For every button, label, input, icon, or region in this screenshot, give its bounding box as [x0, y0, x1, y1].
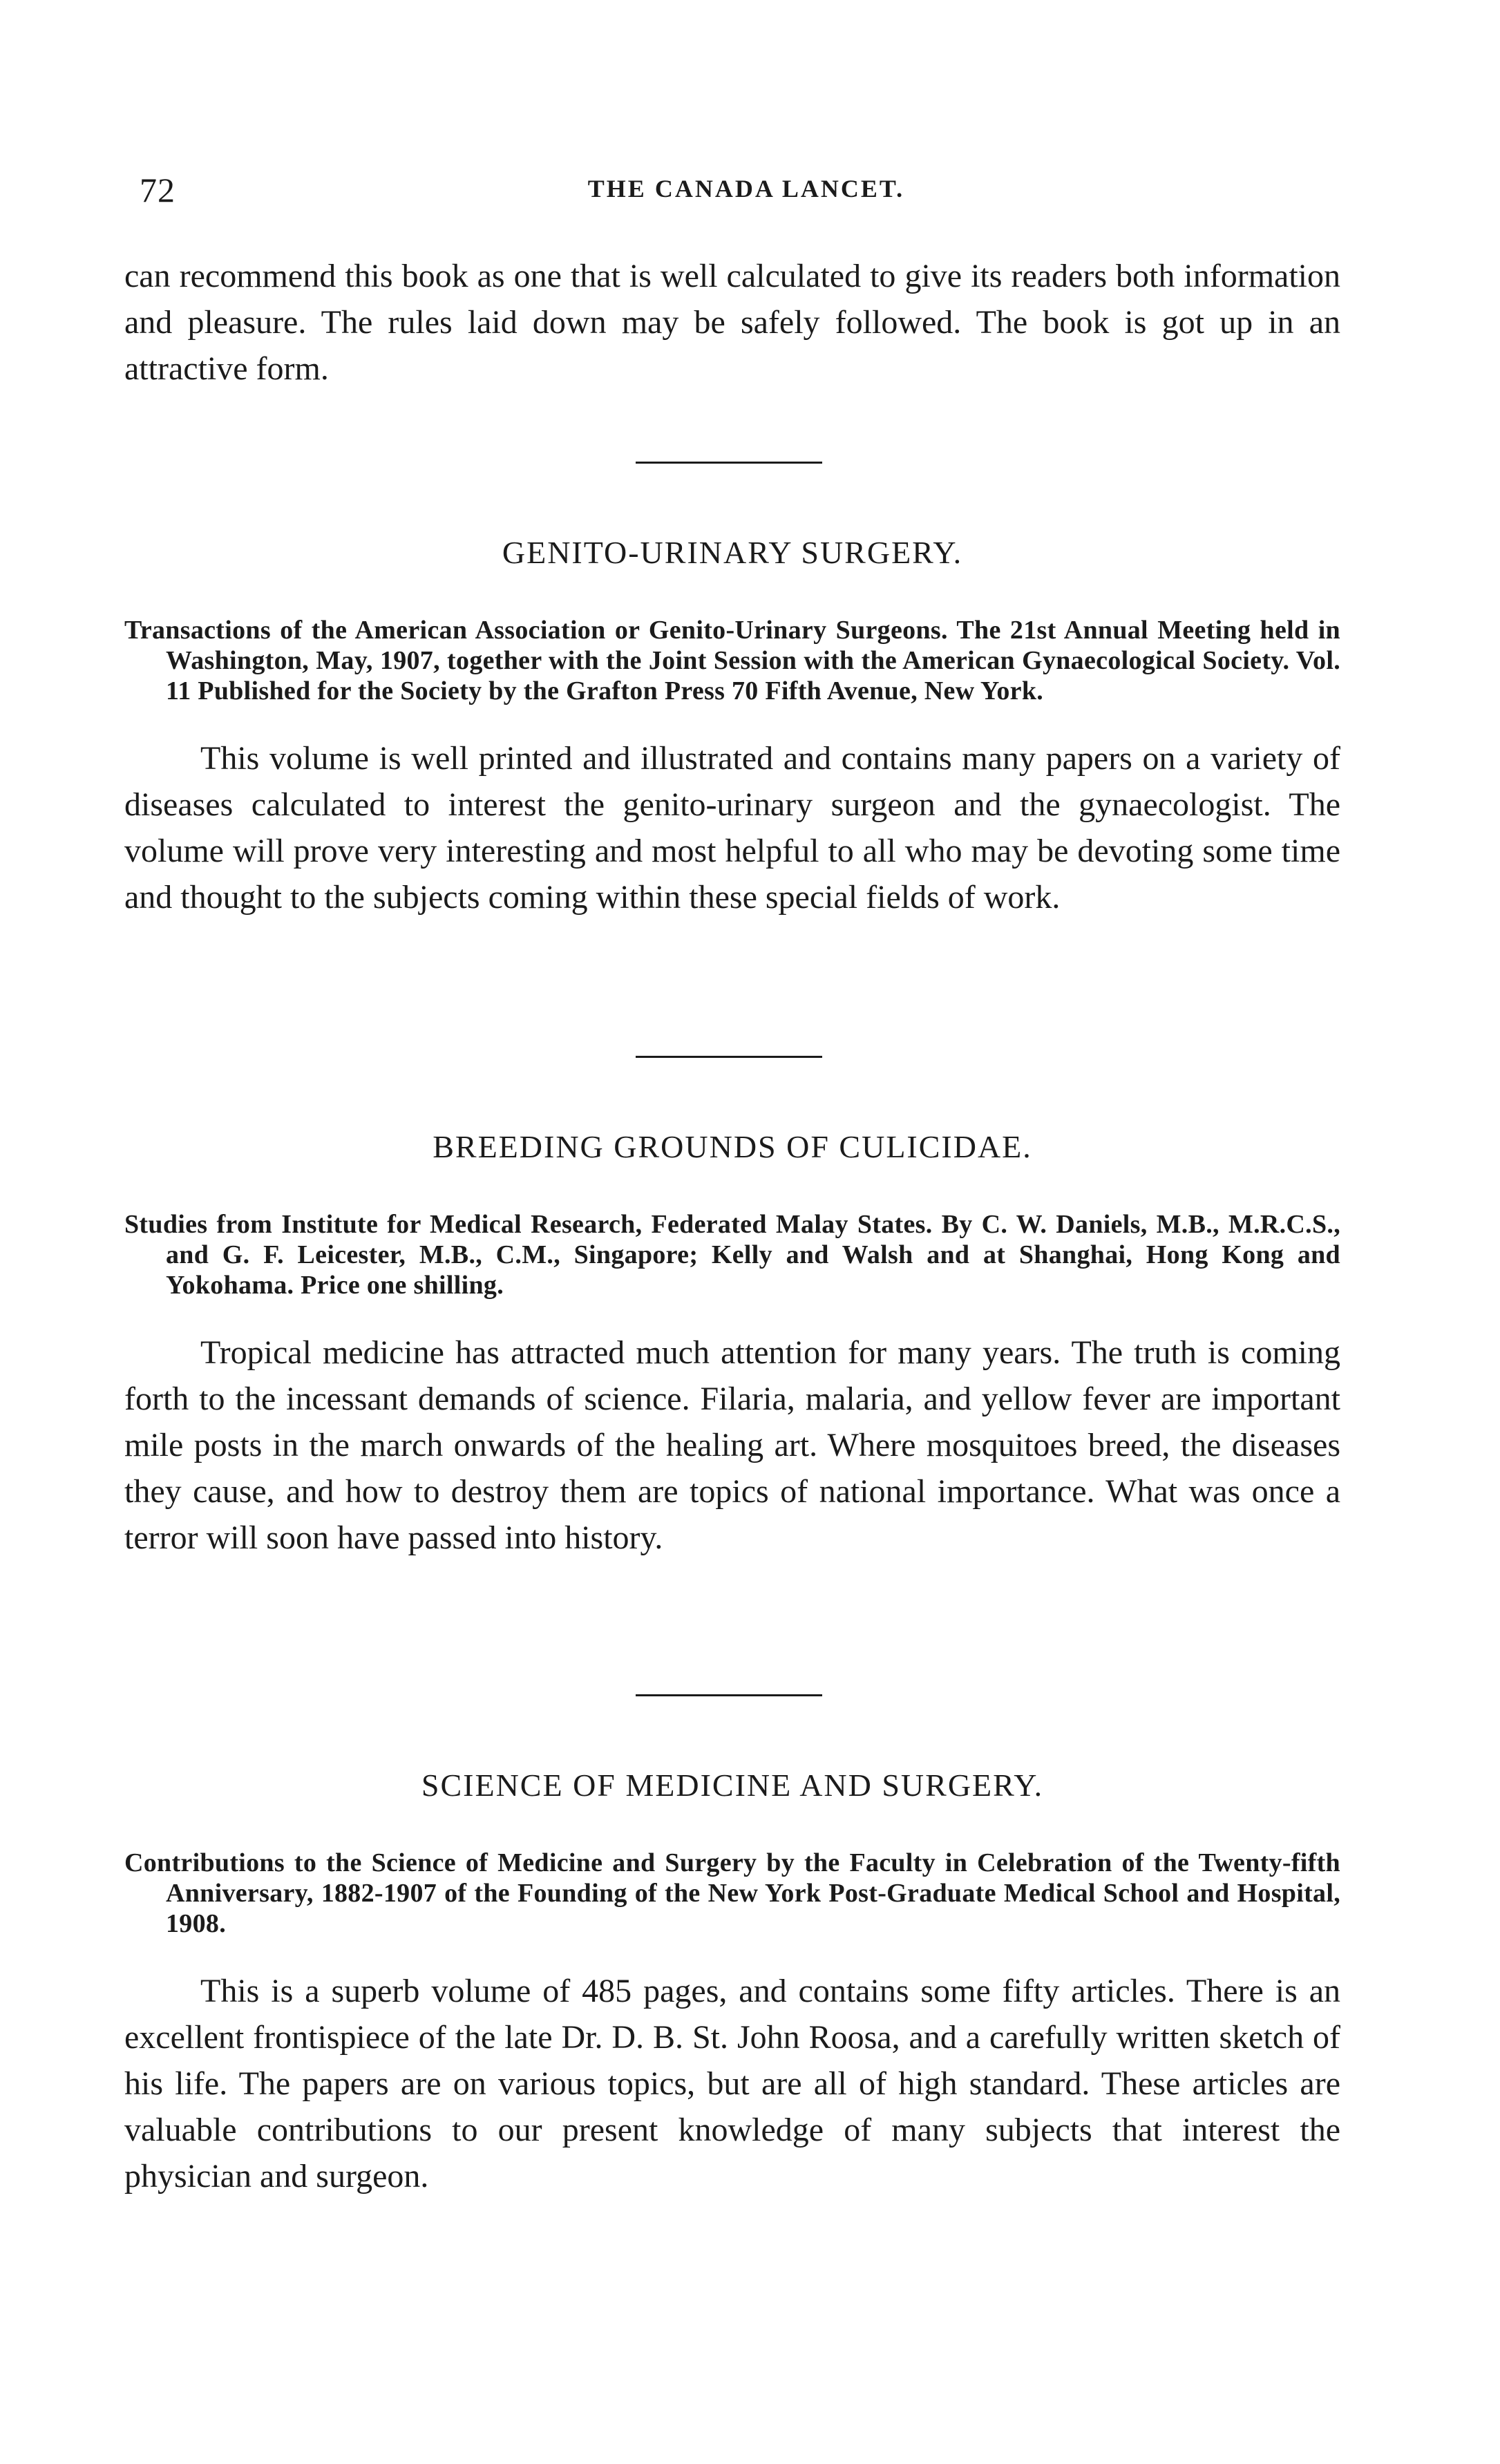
book-citation: Studies from Institute for Medical Research, Federated Malay States. By C. W. Daniels, M.B., M.R.C.S., and G. F. Leicester, M.B., C.M., Singapore; Kelly and Walsh and at Shanghai, Hong Kong and Yokohama. Price one shilling.: [124, 1210, 1340, 1300]
review-paragraph: Tropical medicine has attracted much attention for many years. The truth is coming forth to the incessant demands of science. Filaria, malaria, and yellow fever are important mile posts in the march onwards of the healing art. Where mosquitoes breed, the diseases they cause, and how to destroy them are topics of national importance. What was once a terror will soon have passed into history.: [124, 1334, 1340, 1556]
book-citation: Transactions of the American Association or Genito-Urinary Surgeons. The 21st Annual Meeting held in Washington, May, 1907, together with the Joint Session with the American Gynaecological Society. Vol. 11 Published for the Society by the Grafton Press 70 Fifth Avenue, New York.: [124, 616, 1340, 705]
review-paragraph: This is a superb volume of 485 pages, and contains some fifty articles. There is an excellent frontispiece of the late Dr. D. B. St. John Roosa, and a carefully written sketch of his life. The papers are on various topics, but are all of high standard. These articles are valuable contributions to our present knowledge of many subjects that interest the physician and surgeon.: [124, 1973, 1340, 2195]
intro-paragraph-block: [124, 253, 1340, 392]
document-page: [124, 0, 1340, 2464]
review-section-medicine-surgery: [124, 1763, 1340, 2199]
review-paragraph: This volume is well printed and illustrated and contains many papers on a variety of diseases calculated to interest the genito-urinary surgeon and the gynaecologist. The volume will prove very interesting and most helpful to all who may be devoting some time and thought to the subjects coming within these special fields of work.: [124, 740, 1340, 916]
review-section-genito-urinary: [124, 531, 1340, 920]
intro-paragraph: can recommend this book as one that is well calculated to give its readers both information and pleasure. The rules laid down may be safely followed. The book is got up in an attractive form.: [124, 258, 1340, 387]
section-divider: [636, 462, 822, 464]
journal-title: THE CANADA LANCET.: [587, 175, 905, 202]
section-title: BREEDING GROUNDS OF CULICIDAE.: [433, 1129, 1032, 1164]
book-citation: Contributions to the Science of Medicine and Surgery by the Faculty in Celebration of the Twenty-fifth Anniversary, 1882-1907 of the Founding of the New York Post-Graduate Medical School and Hospital, 1908.: [124, 1848, 1340, 1938]
section-title: GENITO-URINARY SURGERY.: [502, 535, 963, 570]
section-title: SCIENCE OF MEDICINE AND SURGERY.: [421, 1768, 1044, 1803]
running-head: [124, 170, 1340, 211]
review-section-culicidae: [124, 1125, 1340, 1561]
page-number: 72: [140, 171, 175, 209]
section-divider: [636, 1694, 822, 1696]
section-divider: [636, 1056, 822, 1058]
